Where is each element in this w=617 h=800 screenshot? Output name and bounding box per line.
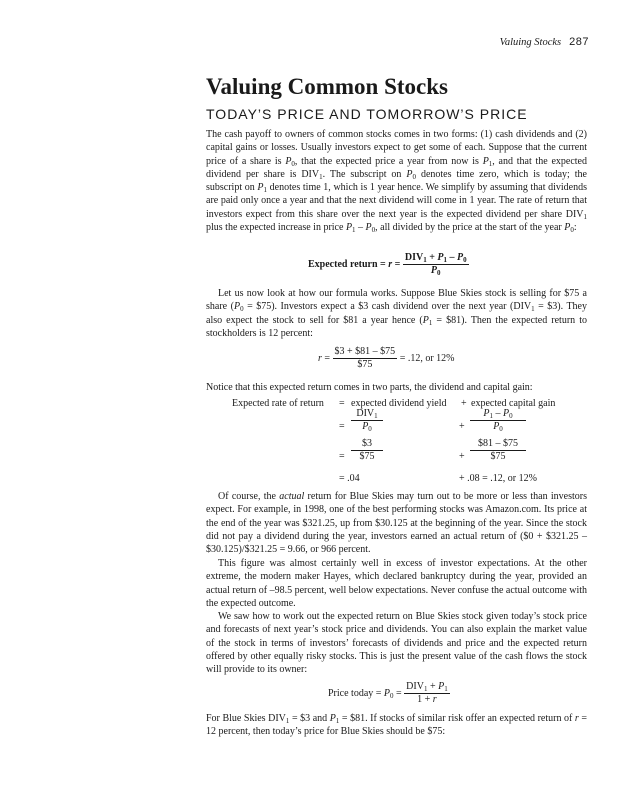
paragraph-two-parts: Notice that this expected return comes in two parts, the dividend and capital gain: [206,382,533,393]
table-plus-1: + [461,398,467,409]
table-expected-capital-gain: expected capital gain [471,398,556,409]
dividend-yield-fraction: $\frac{DIV_1}{P_0}$ [351,408,383,433]
capital-gain-fraction: $\frac{P_1 - P_0}{P_0}$ [470,408,526,433]
section-title: Valuing Common Stocks [206,74,448,99]
blue-skies-return-equation: r = $\frac{\$3 + \$81 - \$75}{\$75}$ = .12, or 12% [318,346,455,370]
paragraph-present-value: We saw how to work out the expected return on Blue Skies stock given today’s stock price and forecasts of next year’s stock price and dividends. You can also explain the market value of the stock in terms of investors’ forecasts of dividends and price and the expected return offered by other equally risky stocks. This is just the present value of the cash flows the stock will provide to its owner: [206,611,587,676]
running-header [500,36,589,48]
paragraph-hayes: This figure was almost certainly well in excess of investor expectations. At the other extreme, the modern maker Hayes, which declared bankruptcy during the year, provided an actual return of –98.5 percent, well below expectations. Never confuse the actual outcome with the expected outcome. [206,558,587,609]
paragraph-blue-skies: Let us now look at how our formula works. Suppose Blue Skies stock is selling for $75 a share ($P_0$ = $75). Investors expect a $3 cash dividend over the next year ($DIV_1$ = $3). They also expect the stock to sell for $81 a year hence ($P_1$ = $81). Then the expected return to stockholders is 12 percent: [206,288,587,339]
table-eq-2: = [339,421,345,432]
total-return-result: + .08 = .12, or 12% [459,473,537,484]
table-label-expected-rate: Expected rate of return [232,398,324,409]
paragraph-amazon: Of course, the actual return for Blue Skies may turn out to be more or less than investors expect. For example, in 1998, one of the best performing stocks was Amazon.com. Its price at the end of the year was $321.25, up from $30.125 at the beginning of the year. Since the stock did not pay a dividend during the year, investors earned an actual return of ($0 + $321.25 – $30.125)/$321.25 = 9.66, or 966 percent. [206,491,587,556]
table-plus-2: + [459,421,465,432]
section-subtitle: TODAY’S PRICE AND TOMORROW’S PRICE [206,106,528,122]
dividend-yield-values: $\frac{\$3}{\$75}$ [351,438,383,463]
table-eq-3: = [339,451,345,462]
table-plus-3: + [459,451,465,462]
dividend-yield-result: = .04 [339,473,360,484]
running-title: Valuing Stocks [499,37,562,48]
paragraph-blue-skies-price: For Blue Skies $DIV_1$ = $3 and $P_1$ = $81. If stocks of similar risk offer an expected return of r = 12 percent, then today’s price for Blue Skies should be $75: [206,713,588,738]
expected-return-equation: Expected return = r = $\frac{DIV_1 + P_1 - P_0}{P_0}$ [308,252,467,277]
table-eq-1: = [339,398,345,409]
page-number: 287 [569,36,589,48]
price-today-equation: Price today = $P_0$ = $\frac{DIV_1 + P_1}{1 + r}$ [328,681,448,705]
table-expected-dividend-yield: expected dividend yield [351,398,447,409]
capital-gain-values: $\frac{\$81 - \$75}{\$75}$ [470,438,526,463]
paragraph-intro: The cash payoff to owners of common stocks comes in two forms: (1) cash dividends and (2) capital gains or losses. Usually investors expect to get some of each. Suppose that the current price of a share is $P_0$, that the expected price a year from now is $P_1$, and that the expected dividend per share is $DIV_1$. The subscript on $P_0$ denotes time zero, which is today; the subscript on $P_1$ denotes time 1, which is 1 year hence. We simplify by assuming that dividends are paid only once a year and that the next dividend will come in 1 year. The rate of return that investors expect from this share over the next year is the expected dividend per share $DIV_1$ plus the expected increase in price $P_1 - P_0$, all divided by the price at the start of the year $P_0$: [206,129,588,235]
